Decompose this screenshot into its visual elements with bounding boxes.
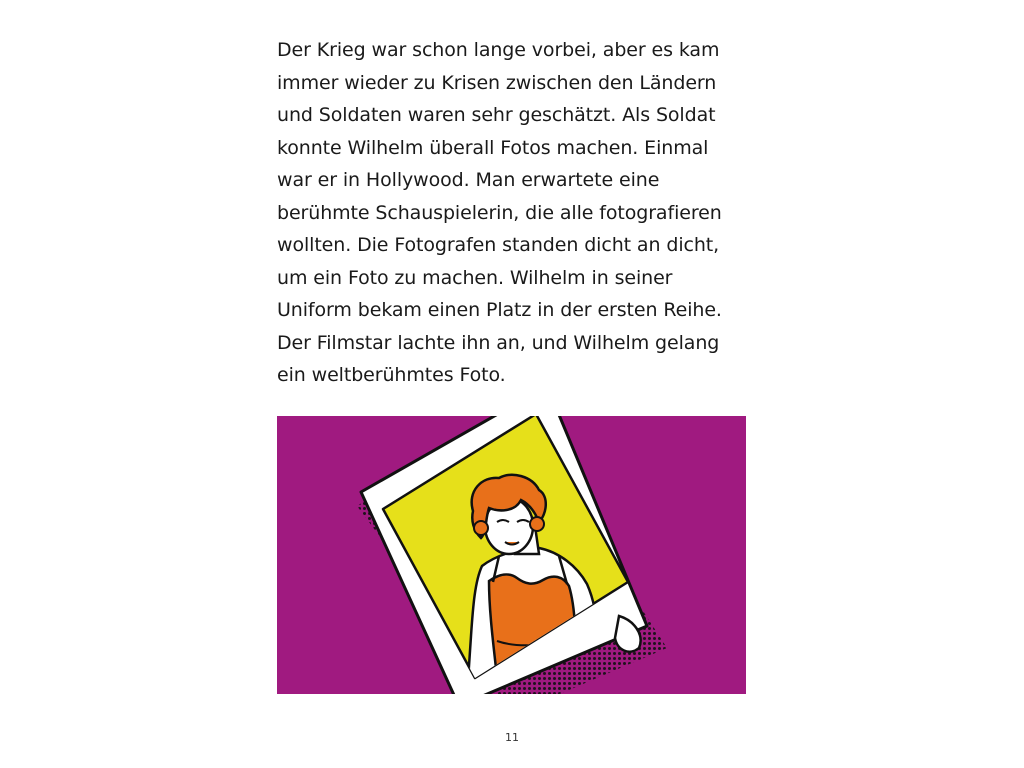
- paragraph-line: wollten. Die Fotografen standen dicht an dicht,: [277, 234, 720, 256]
- paragraph-line: war er in Hollywood. Man erwartete eine: [277, 169, 660, 191]
- paragraph-line: Der Krieg war schon lange vorbei, aber es kam: [277, 39, 720, 61]
- paragraph-line: konnte Wilhelm überall Fotos machen. Einmal: [277, 136, 709, 159]
- paragraph-line: ein weltberühmtes Foto.: [277, 364, 506, 386]
- photo-of-actress-illustration: [277, 416, 746, 694]
- paragraph-line: um ein Foto zu machen. Wilhelm in seiner: [277, 266, 673, 289]
- paragraph-line: Der Filmstar lachte ihn an, und Wilhelm gelang: [277, 331, 720, 354]
- paragraph-line: immer wieder zu Krisen zwischen den Ländern: [277, 71, 717, 94]
- paragraph-line: berühmte Schauspielerin, die alle fotografieren: [277, 201, 722, 224]
- paragraph-line: Uniform bekam einen Platz in der ersten Reihe.: [277, 299, 722, 321]
- story-paragraph: [277, 34, 777, 392]
- page-number: 11: [505, 731, 519, 744]
- paragraph-line: und Soldaten waren sehr geschätzt. Als Soldat: [277, 104, 716, 126]
